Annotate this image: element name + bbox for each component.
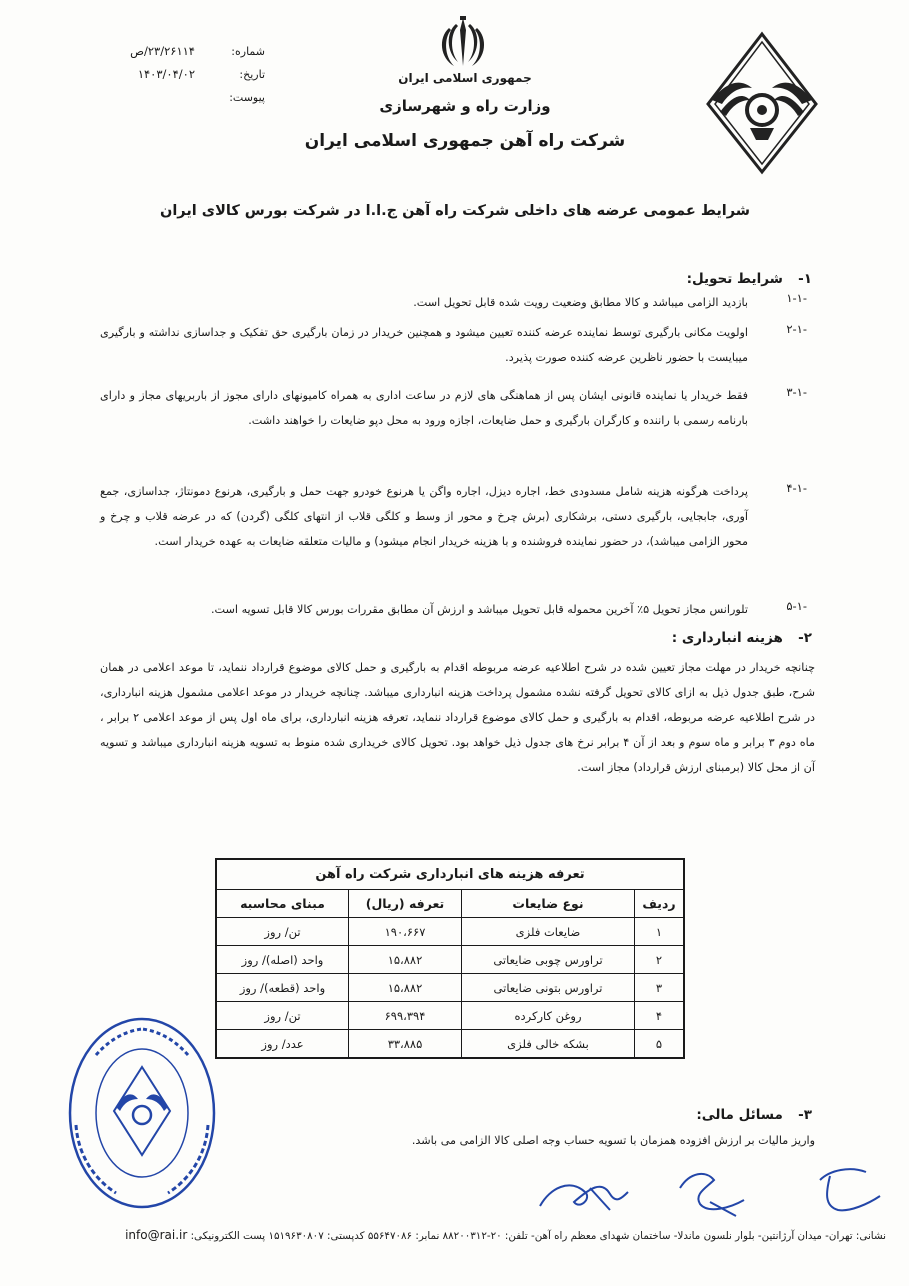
row-number: ۱ [635,918,685,946]
footer [20,1228,886,1242]
signatures [530,1158,890,1222]
calc-basis: واحد (اصله)/ روز [216,946,349,974]
clause-1-1-text: بازدید الزامی میباشد و کالا مطابق وضعیت رویت شده قابل تحویل است. [413,296,748,309]
header-company: شرکت راه آهن جمهوری اسلامی ایران [304,131,626,151]
clause-1-2-number: ۲-۱- [786,322,807,336]
calc-basis: واحد (قطعه)/ روز [216,974,349,1002]
storage-tariff-table [215,858,685,1059]
header-country: جمهوری اسلامی ایران [398,71,532,85]
table-title: تعرفه هزینه های انبارداری شرکت راه آهن [216,859,684,890]
tariff-value: ۳۳،۸۸۵ [349,1030,462,1059]
date-label: تاریخ: [239,68,265,81]
calc-basis: تن/ روز [216,1002,349,1030]
waste-type: تراورس بتونی ضایعاتی [462,974,635,1002]
footer-email[interactable]: info@rai.ir [125,1228,188,1242]
row-number: ۴ [635,1002,685,1030]
document-title: شرایط عمومی عرضه های داخلی شرکت راه آهن ج.ا.ا در شرکت بورس کالای ایران [159,203,751,219]
iran-emblem-icon [436,14,490,72]
number-label: شماره: [231,45,265,58]
table-row [216,1002,684,1030]
clause-1-5-text: تلورانس مجاز تحویل ۵٪ آخرین محموله قابل تحویل میباشد و ارزش آن مطابق مقررات بورس کالا قابل تسویه است. [210,603,748,616]
letter-date: ۱۴۰۳/۰۴/۰۲ [137,67,195,81]
section-1-heading [600,268,812,287]
row-number: ۲ [635,946,685,974]
clause-1-3-number: ۳-۱- [786,385,807,399]
footer-address: نشانی: تهران- میدان آرژانتین- بلوار نلسون ماندلا- ساختمان شهدای معظم راه آهن- تلفن: ۲۰-۸۸۲۰۰۳۱۲ نمابر: ۵۵۶۴۷۰۸۶ کدپستی: ۱۵۱۹۶۳۰۸۰۷ پست الکترونیکی: [190,1230,886,1242]
clause-1-4-text: پرداخت هرگونه هزینه شامل مسدودی خط، اجاره دیزل، اجاره واگن یا هرنوع خودرو جهت حمل و بارگیری، هرنوع دمونتاژ، جداسازی، جمع آوری، جابجایی، بارگیری دستی، برشکاری (برش چرخ و محور از وسط و کلگی قلاب از انتهای کلگی (گردن) که در عرضه قلاب و چرخ و محور الزامی میباشد)، در حضور نماینده فروشنده و با هزینه خریدار انجام میشود) و مالیات متعلقه ضایعات به عهده خریدار است. [100,485,748,548]
waste-type: روغن کارکرده [462,1002,635,1030]
clause-1-5-number: ۵-۱- [786,599,807,613]
table-header-row [216,890,684,918]
header-row-number: ردیف [635,890,685,918]
tariff-value: ۱۹۰،۶۶۷ [349,918,462,946]
tariff-value: ۶۹۹،۳۹۴ [349,1002,462,1030]
clause-1-3-text: فقط خریدار یا نماینده قانونی ایشان پس از هماهنگی های لازم در ساعت اداری به همراه کامیونهای دارای مجوز از باربریهای مجاز و دارای بارنامه رسمی با راننده و کارگران بارگیری و حمل ضایعات، اجازه ورود به محل دپو ضایعات را خواهند داشت. [100,389,748,427]
tariff-value: ۱۵،۸۸۲ [349,946,462,974]
header-calc-basis: مبنای محاسبه [216,890,349,918]
header-ministry: وزارت راه و شهرسازی [379,97,551,115]
waste-type: تراورس چوبی ضایعاتی [462,946,635,974]
calc-basis: تن/ روز [216,918,349,946]
section-2-text: چنانچه خریدار در مهلت مجاز تعیین شده در شرح اطلاعیه عرضه مربوطه اقدام به بارگیری و حمل کالای موضوع قرارداد ننماید، تا موعد اعلامی در همان شرح، طبق جدول ذیل به ازای کالای تحویل گرفته نشده مشمول پرداخت هزینه انبارداری میباشد. چنانچه خریدار در موعد اعلامی مشمول هزینه انبارداری، در شرح اطلاعیه عرضه مربوطه، اقدام به بارگیری و حمل کالای موضوع قرارداد ننماید، تعرفه هزینه انبارداری، برای ماه اول پس از موعد اعلامی ۲ برابر ، ماه دوم ۳ برابر و ماه سوم و بعد از آن ۴ برابر نرخ های جدول ذیل خواهد بود. تحویل کالای خریداری شده منوط به تسویه هزینه انبارداری میباشد و تسویه آن از محل کالا (برمبنای ارزش قرارداد) مجاز است. [100,661,816,774]
clause-1-4-number: ۴-۱- [786,481,807,495]
waste-type: ضایعات فلزی [462,918,635,946]
section-3-number: ۳- [798,1107,812,1123]
letter-meta-labels [215,40,265,109]
header-waste-type: نوع ضایعات [462,890,635,918]
table-row [216,1030,684,1059]
row-number: ۵ [635,1030,685,1059]
row-number: ۳ [635,974,685,1002]
calc-basis: عدد/ روز [216,1030,349,1059]
section-1-number: ۱- [798,271,812,287]
table-row [216,974,684,1002]
attachment-label: پیوست: [229,91,265,104]
table-row [216,946,684,974]
office-stamp [66,1015,218,1211]
clause-1-1-number: ۱-۱- [786,291,807,305]
tariff-value: ۱۵،۸۸۲ [349,974,462,1002]
section-2-heading [600,627,812,646]
section-2-number: ۲- [798,630,812,646]
section-1-title: شرایط تحویل: [686,271,783,287]
header-tariff: تعرفه (ریال) [349,890,462,918]
table-row [216,918,684,946]
letter-number: ۲۳/۲۶۱۱۴/ص [130,44,195,58]
waste-type: بشکه خالی فلزی [462,1030,635,1059]
section-2-title: هزینه انبارداری : [671,630,783,646]
section-3-title: مسائل مالی: [696,1107,783,1123]
railway-winged-wheel-logo [704,30,820,175]
section-3-heading [600,1104,812,1123]
section-3-text: واریز مالیات بر ارزش افزوده همزمان با تسویه حساب وجه اصلی کالا الزامی می باشد. [411,1134,815,1147]
letter-meta-values [95,40,195,86]
clause-1-2-text: اولویت مکانی بارگیری توسط نماینده عرضه کننده تعیین میشود و همچنین خریدار در زمان بارگیری حق تفکیک و جداسازی نداشته و بارگیری میبایست با حضور ناظرین عرضه کننده صورت پذیرد. [100,326,748,364]
